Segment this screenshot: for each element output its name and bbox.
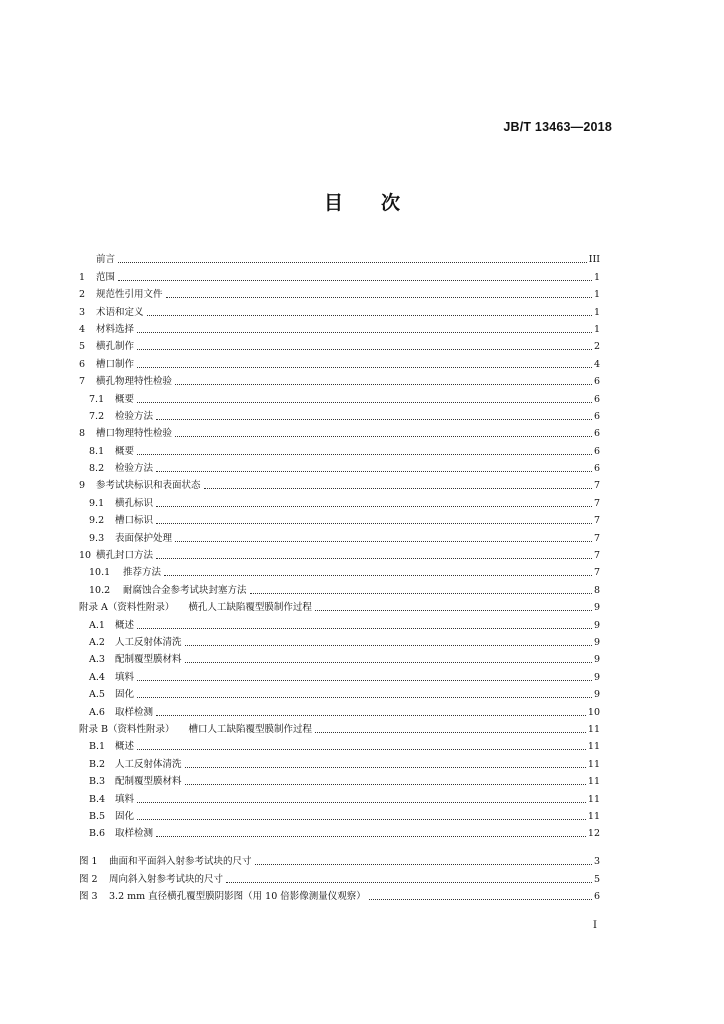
- dot-leader: [137, 331, 592, 333]
- toc-entry-number: A.1: [89, 619, 105, 631]
- dot-leader: [137, 801, 586, 803]
- toc-entry[interactable]: [79, 440, 600, 457]
- toc-entry-number: 8.1: [89, 445, 105, 457]
- toc-entry[interactable]: [79, 649, 600, 666]
- toc-entry-page: 1: [593, 289, 600, 301]
- figure-entry[interactable]: [79, 851, 600, 868]
- toc-entry-page: 11: [587, 758, 600, 770]
- dot-leader: [369, 898, 592, 900]
- toc-entry-label: 人工反射体清洗: [115, 758, 182, 770]
- toc-entry[interactable]: [79, 788, 600, 805]
- toc-entry-page: 9: [593, 671, 600, 683]
- dot-leader: [137, 696, 592, 698]
- toc-entry-page: 2: [593, 341, 600, 353]
- dot-leader: [185, 766, 586, 768]
- toc-entry-page: 11: [587, 741, 600, 753]
- toc-entry[interactable]: [79, 666, 600, 683]
- toc-entry-number: 8: [79, 428, 86, 440]
- toc-entry-number: 附录 B（资料性附录）: [79, 723, 175, 735]
- toc-entry-page: 9: [593, 602, 600, 614]
- toc-entry-number: A.5: [89, 689, 105, 701]
- figure-entry[interactable]: [79, 886, 600, 903]
- page-title: 目次: [323, 192, 438, 214]
- toc-entry-page: 7: [593, 532, 600, 544]
- toc-entry[interactable]: [79, 406, 600, 423]
- toc-entry-page: 4: [593, 358, 600, 370]
- table-of-contents: [79, 249, 600, 840]
- toc-entry-label: 横孔物理特性检验: [96, 376, 173, 388]
- dot-leader: [118, 279, 592, 281]
- toc-entry-page: 7: [593, 480, 600, 492]
- toc-entry[interactable]: [79, 353, 600, 370]
- toc-entry-number: 6: [79, 358, 86, 370]
- toc-entry-number: 2: [79, 289, 86, 301]
- toc-entry-label: 配制覆型膜材料: [115, 776, 182, 788]
- toc-entry-page: 9: [593, 619, 600, 631]
- toc-entry-number: 7.1: [89, 393, 105, 405]
- toc-entry[interactable]: [79, 736, 600, 753]
- toc-entry-page: 6: [593, 393, 600, 405]
- toc-entry-label: 曲面和平面斜入射参考试块的尺寸: [109, 856, 252, 868]
- dot-leader: [315, 731, 586, 733]
- toc-entry-page: 10: [587, 706, 600, 718]
- toc-entry[interactable]: [79, 597, 600, 614]
- toc-entry[interactable]: [79, 684, 600, 701]
- toc-entry-number: 图 2: [79, 873, 98, 885]
- toc-entry-number: 3: [79, 306, 86, 318]
- toc-entry-page: 8: [593, 584, 600, 596]
- toc-entry-number: 7: [79, 376, 86, 388]
- dot-leader: [315, 609, 592, 611]
- toc-entry[interactable]: [79, 423, 600, 440]
- toc-entry[interactable]: [79, 475, 600, 492]
- dot-leader: [226, 881, 592, 883]
- toc-entry-label: 3.2 mm 直径横孔覆型膜阴影图（用 10 倍影像测量仪观察）: [109, 891, 366, 903]
- toc-entry-label: 推荐方法: [123, 567, 162, 579]
- toc-entry-page: 6: [593, 445, 600, 457]
- dot-leader: [137, 453, 592, 455]
- toc-entry-page: 3: [593, 856, 600, 868]
- toc-entry-label: 固化: [115, 810, 135, 822]
- toc-entry-label: 检验方法: [115, 410, 154, 422]
- dot-leader: [164, 574, 592, 576]
- toc-entry-number: 4: [79, 323, 86, 335]
- toc-entry-number: B.1: [89, 741, 106, 753]
- toc-entry-number: 9: [79, 480, 86, 492]
- toc-entry-label: 概述: [115, 741, 135, 753]
- toc-entry-page: 6: [593, 410, 600, 422]
- toc-entry-label: 概要: [115, 393, 135, 405]
- toc-entry-number: 7.2: [89, 410, 105, 422]
- toc-entry[interactable]: [79, 319, 600, 336]
- toc-entry-page: 6: [593, 428, 600, 440]
- toc-entry[interactable]: [79, 336, 600, 353]
- toc-entry-label: 材料选择: [96, 323, 135, 335]
- toc-entry-number: 附录 A（资料性附录）: [79, 602, 175, 614]
- toc-entry-label: 固化: [115, 689, 135, 701]
- toc-entry-label: 取样检测: [115, 706, 154, 718]
- toc-entry-label: 概述: [115, 619, 135, 631]
- dot-leader: [137, 679, 592, 681]
- toc-entry-page: 1: [593, 306, 600, 318]
- dot-leader: [137, 401, 592, 403]
- toc-entry-label: 槽口标识: [115, 515, 154, 527]
- toc-entry[interactable]: [79, 614, 600, 631]
- toc-entry-page: 7: [593, 515, 600, 527]
- dot-leader: [137, 748, 586, 750]
- toc-entry[interactable]: [79, 701, 600, 718]
- toc-entry-page: 6: [593, 463, 600, 475]
- dot-leader: [147, 314, 592, 316]
- toc-entry-page: 7: [593, 550, 600, 562]
- toc-entry-number: 9.3: [89, 532, 105, 544]
- toc-entry-label: 术语和定义: [96, 306, 144, 318]
- toc-entry-page: 1: [593, 323, 600, 335]
- toc-entry-number: 9.1: [89, 497, 105, 509]
- toc-entry-page: 1: [593, 271, 600, 283]
- toc-entry[interactable]: [79, 719, 600, 736]
- toc-entry-label: 周向斜入射参考试块的尺寸: [109, 873, 224, 885]
- toc-entry-number: 8.2: [89, 463, 105, 475]
- toc-entry-page: 9: [593, 654, 600, 666]
- dot-leader: [156, 418, 592, 420]
- toc-entry[interactable]: [79, 545, 600, 562]
- toc-entry-label: 槽口制作: [96, 358, 135, 370]
- toc-entry-label: 规范性引用文件: [96, 289, 163, 301]
- toc-entry[interactable]: [79, 266, 600, 283]
- toc-entry-number: B.4: [89, 793, 106, 805]
- dot-leader: [185, 661, 592, 663]
- toc-entry-label: 取样检测: [115, 828, 154, 840]
- toc-entry-label: 横孔制作: [96, 341, 135, 353]
- dot-leader: [156, 835, 586, 837]
- toc-entry-page: 11: [587, 810, 600, 822]
- figure-list: [79, 851, 600, 903]
- toc-entry-number: 1: [79, 271, 86, 283]
- standard-code: JB/T 13463—2018: [503, 120, 612, 134]
- dot-leader: [118, 261, 587, 263]
- dot-leader: [185, 644, 592, 646]
- toc-entry-number: 10: [79, 550, 92, 562]
- toc-entry-label: 槽口人工缺陷覆型膜制作过程: [188, 723, 313, 735]
- dot-leader: [156, 505, 592, 507]
- toc-entry[interactable]: [79, 823, 600, 840]
- toc-entry-number: B.5: [89, 810, 106, 822]
- toc-entry-page: 7: [593, 497, 600, 509]
- dot-leader: [156, 557, 592, 559]
- toc-entry[interactable]: [79, 371, 600, 388]
- toc-entry[interactable]: [79, 562, 600, 579]
- toc-entry[interactable]: [79, 284, 600, 301]
- toc-entry-label: 概要: [115, 445, 135, 457]
- dot-leader: [137, 627, 592, 629]
- toc-entry-number: A.4: [89, 671, 105, 683]
- dot-leader: [250, 592, 592, 594]
- toc-entry-page: III: [588, 254, 600, 266]
- toc-entry-page: 6: [593, 891, 600, 903]
- figure-entry[interactable]: [79, 868, 600, 885]
- toc-entry-page: 12: [587, 828, 600, 840]
- toc-entry-page: 9: [593, 689, 600, 701]
- toc-entry-number: B.2: [89, 758, 106, 770]
- dot-leader: [137, 818, 586, 820]
- toc-entry-number: B.6: [89, 828, 106, 840]
- toc-entry[interactable]: [79, 301, 600, 318]
- toc-entry-page: 11: [587, 776, 600, 788]
- toc-entry[interactable]: [79, 753, 600, 770]
- toc-entry-label: 配制覆型膜材料: [115, 654, 182, 666]
- toc-entry[interactable]: [79, 388, 600, 405]
- toc-entry-number: 10.2: [89, 584, 111, 596]
- dot-leader: [185, 783, 586, 785]
- toc-entry-label: 横孔人工缺陷覆型膜制作过程: [188, 602, 312, 614]
- toc-entry-number: 9.2: [89, 515, 105, 527]
- toc-entry-label: 参考试块标识和表面状态: [96, 480, 201, 492]
- toc-entry-number: B.3: [89, 776, 106, 788]
- toc-entry[interactable]: [79, 632, 600, 649]
- dot-leader: [156, 522, 592, 524]
- page-number: I: [593, 920, 597, 931]
- toc-entry-label: 范围: [96, 271, 116, 283]
- dot-leader: [137, 366, 592, 368]
- toc-entry-label: 填料: [115, 671, 135, 683]
- dot-leader: [175, 540, 592, 542]
- toc-entry[interactable]: [79, 249, 600, 266]
- toc-entry-number: A.3: [89, 654, 105, 666]
- toc-entry[interactable]: [79, 771, 600, 788]
- toc-entry-label: 槽口物理特性检验: [96, 428, 173, 440]
- dot-leader: [255, 863, 592, 865]
- toc-entry-label: 横孔标识: [115, 497, 154, 509]
- toc-entry-page: 6: [593, 376, 600, 388]
- toc-entry-page: 9: [593, 636, 600, 648]
- toc-entry-number: 5: [79, 341, 86, 353]
- toc-entry-number: A.6: [89, 706, 105, 718]
- dot-leader: [137, 348, 592, 350]
- toc-entry-label: 检验方法: [115, 463, 154, 475]
- toc-entry[interactable]: [79, 579, 600, 596]
- toc-entry-page: 7: [593, 567, 600, 579]
- toc-entry-page: 11: [587, 793, 600, 805]
- toc-entry-label: 横孔封口方法: [96, 550, 154, 562]
- dot-leader: [175, 435, 592, 437]
- toc-entry-number: 图 3: [79, 891, 98, 903]
- toc-entry-number: A.2: [89, 636, 105, 648]
- toc-entry-label: 人工反射体清洗: [115, 636, 182, 648]
- toc-entry-label: 耐腐蚀合金参考试块封塞方法: [123, 584, 247, 596]
- toc-entry-label: 表面保护处理: [115, 532, 173, 544]
- toc-entry[interactable]: [79, 510, 600, 527]
- dot-leader: [175, 383, 592, 385]
- toc-entry-label: 前言: [96, 254, 116, 266]
- dot-leader: [166, 296, 592, 298]
- toc-entry[interactable]: [79, 806, 600, 823]
- dot-leader: [204, 487, 592, 489]
- toc-entry-page: 5: [593, 873, 600, 885]
- toc-entry[interactable]: [79, 458, 600, 475]
- toc-entry-page: 11: [587, 723, 600, 735]
- toc-entry[interactable]: [79, 492, 600, 509]
- toc-entry[interactable]: [79, 527, 600, 544]
- dot-leader: [156, 714, 586, 716]
- toc-entry-number: 10.1: [89, 567, 111, 579]
- toc-entry-number: 图 1: [79, 856, 98, 868]
- dot-leader: [156, 470, 592, 472]
- toc-entry-label: 填料: [115, 793, 135, 805]
